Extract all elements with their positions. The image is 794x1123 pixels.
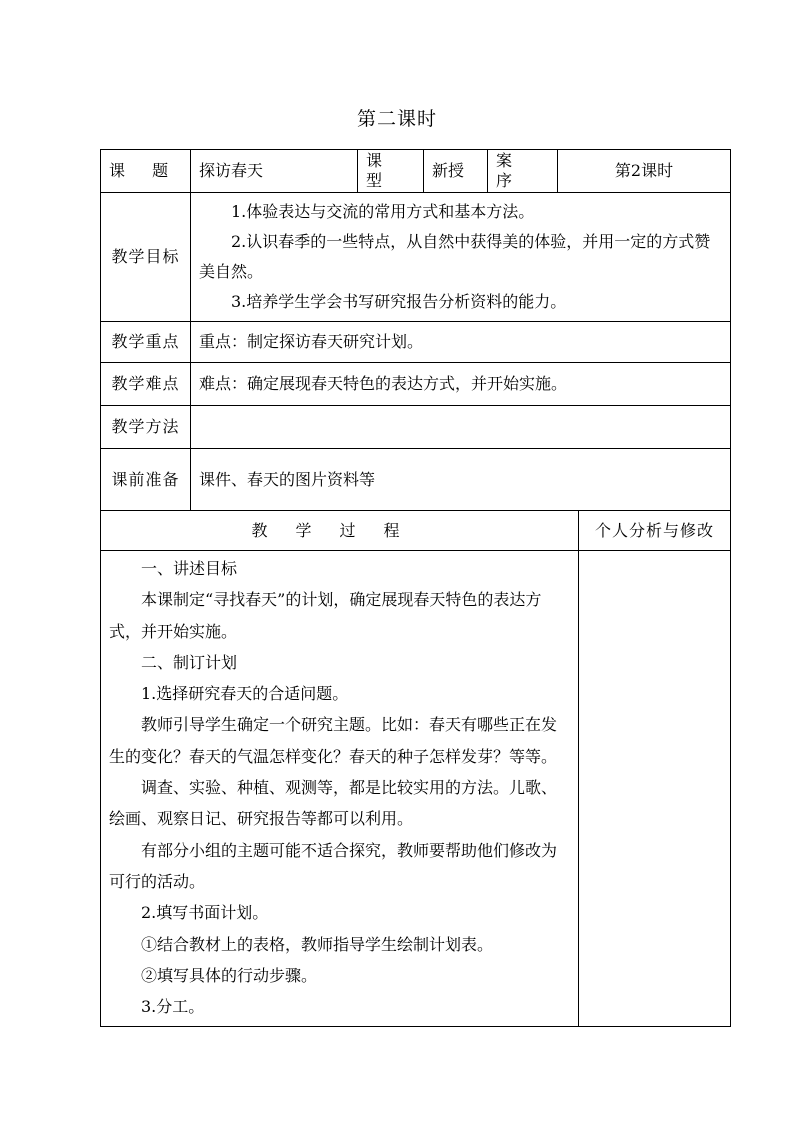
process-paragraph: 调查、实验、种植、观测等，都是比较实用的方法。儿歌、绘画、观察日记、研究报告等都可以利用。 (109, 778, 558, 829)
process-paragraph: 1.选择研究春天的合适问题。 (141, 684, 349, 704)
topic-label: 课 题 (101, 150, 191, 193)
process-paragraph: ①结合教材上的表格，教师指导学生绘制计划表。 (141, 934, 494, 954)
goal-item: 3.培养学生学会书写研究报告分析资料的能力。 (231, 292, 567, 311)
process-header: 教学过程 (101, 511, 579, 551)
process-paragraph: 2.填写书面计划。 (141, 903, 269, 923)
topic-value: 探访春天 (191, 150, 358, 193)
order-label: 案 序 (488, 150, 558, 193)
preparation-row (101, 449, 731, 511)
page-title: 第二课时 (356, 108, 437, 130)
methods-label: 教学方法 (101, 406, 191, 449)
goals-content (191, 193, 731, 322)
header-row (101, 150, 731, 193)
goal-item: 2.认识春季的一些特点，从自然中获得美的体验，并用一定的方式赞美自然。 (199, 232, 711, 281)
difficulties-label: 教学难点 (101, 363, 191, 406)
type-label: 课 型 (358, 150, 424, 193)
methods-value (191, 406, 731, 449)
process-content (101, 551, 579, 1027)
key-points-row (101, 322, 731, 363)
process-row (101, 551, 731, 1027)
difficulties-row (101, 363, 731, 406)
preparation-value: 课件、春天的图片资料等 (191, 449, 731, 511)
process-header-row (101, 511, 731, 551)
difficulties-value: 难点：确定展现春天特色的表达方式，并开始实施。 (191, 363, 731, 406)
order-value: 第2课时 (558, 150, 731, 193)
process-paragraph: 教师引导学生确定一个研究主题。比如：春天有哪些正在发生的变化？春天的气温怎样变化？春天的种子怎样发芽？等等。 (109, 715, 558, 766)
lesson-plan-table (100, 149, 731, 1027)
process-paragraph: 本课制定“寻找春天”的计划，确定展现春天特色的表达方式，并开始实施。 (109, 590, 542, 641)
goal-item: 1.体验表达与交流的常用方式和基本方法。 (231, 202, 535, 221)
goals-label: 教学目标 (101, 193, 191, 322)
preparation-label: 课前准备 (101, 449, 191, 511)
key-points-label: 教学重点 (101, 322, 191, 363)
process-paragraph: ②填写具体的行动步骤。 (141, 965, 318, 985)
analysis-header: 个人分析与修改 (579, 511, 731, 551)
analysis-notes-cell (579, 551, 731, 1027)
type-value: 新授 (424, 150, 488, 193)
process-paragraph: 一、讲述目标 (141, 559, 238, 578)
key-points-value: 重点：制定探访春天研究计划。 (191, 322, 731, 363)
process-paragraph: 有部分小组的主题可能不适合探究，教师要帮助他们修改为可行的活动。 (109, 840, 558, 891)
methods-row (101, 406, 731, 449)
goals-row (101, 193, 731, 322)
process-paragraph: 3.分工。 (141, 997, 205, 1017)
process-paragraph: 二、制订计划 (141, 652, 238, 672)
